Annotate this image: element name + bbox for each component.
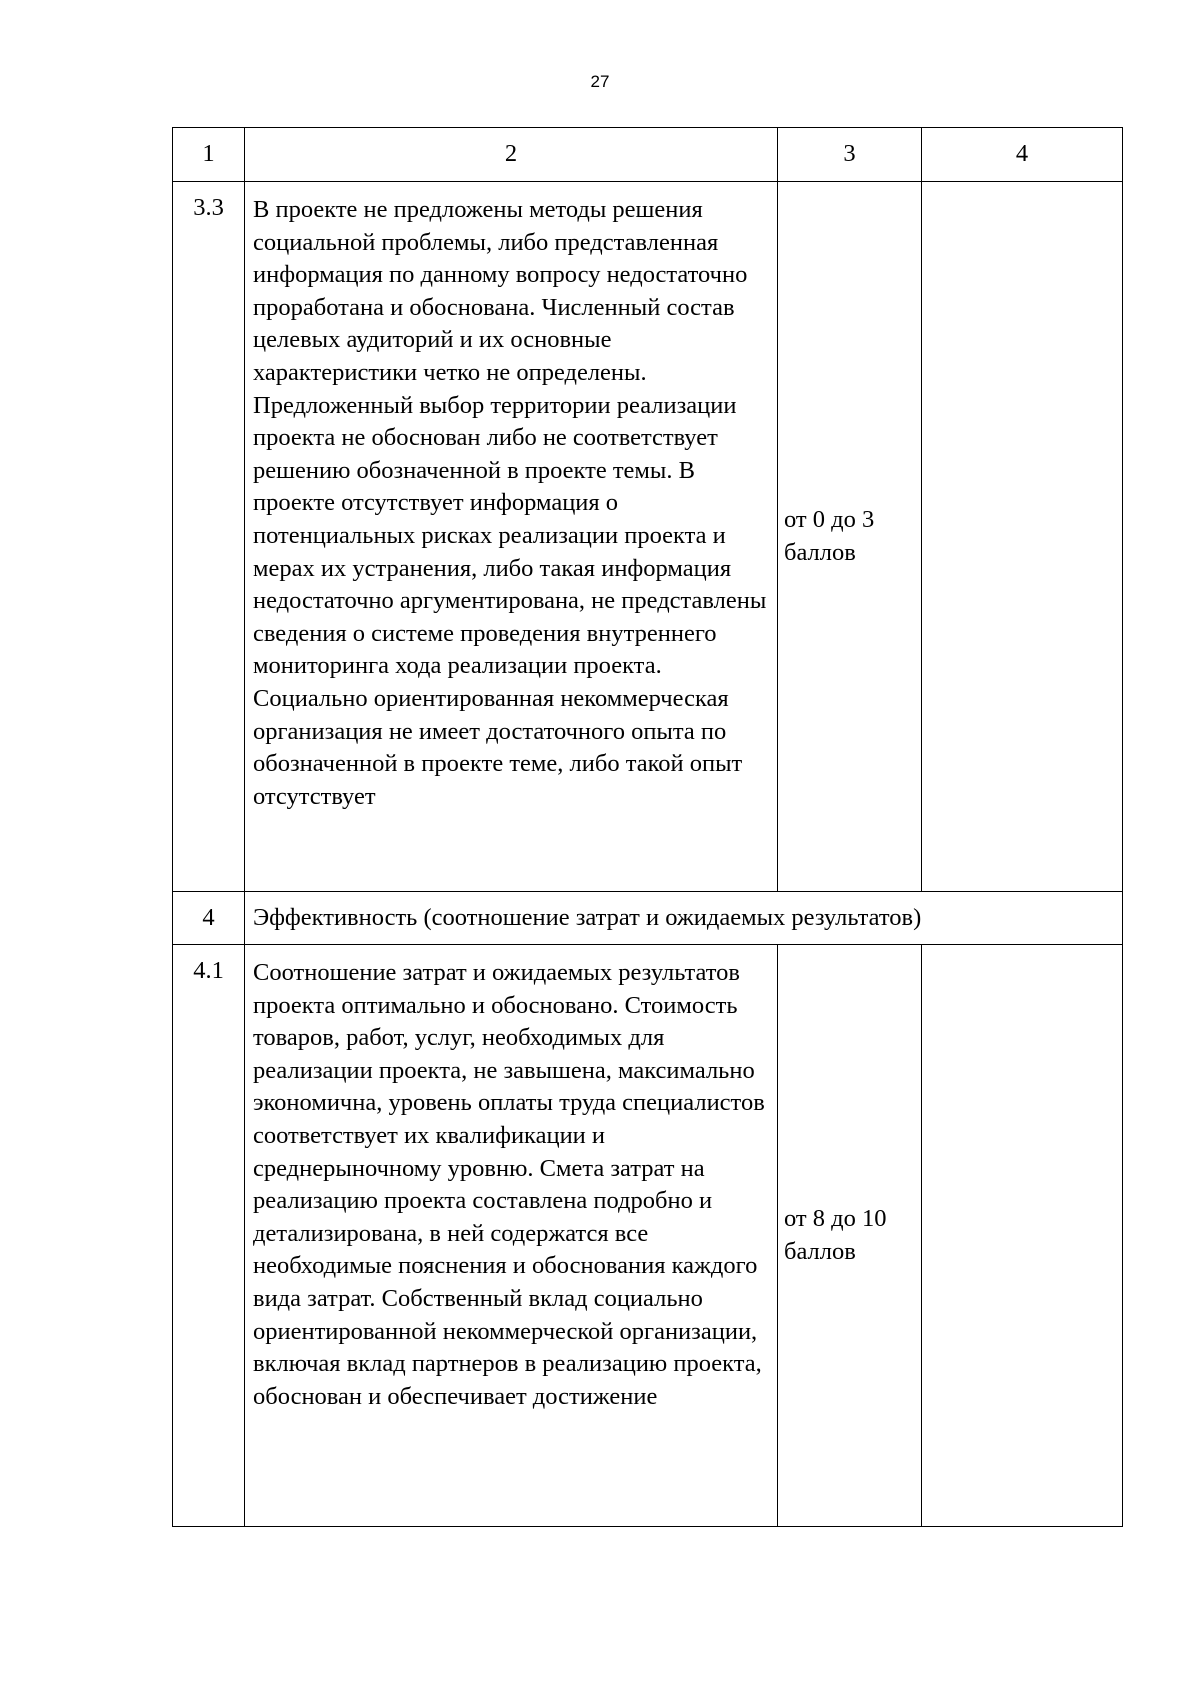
table-header-row	[173, 128, 1123, 182]
score-range: от 0 до 3 баллов	[778, 182, 922, 892]
section-row-4	[173, 892, 1123, 945]
empty-cell	[922, 182, 1123, 892]
row-number: 4.1	[173, 945, 245, 1527]
criterion-description	[245, 182, 778, 892]
header-cell-3: 3	[778, 128, 922, 182]
criterion-description: Соотношение затрат и ожидаемых результатов проекта оптимально и обосновано. Стоимость товаров, работ, услуг, необходимых для реализации проекта, не завышена, максимально экономична, уровень оплаты труда специалистов соответствует их квалификации и среднерыночному уровню. Смета затрат на реализацию проекта составлена подробно и детализирована, в ней содержатся все необходимые пояснения и обоснования каждого вида затрат. Собственный вклад социально ориентированной некоммерческой организации, включая вклад партнеров в реализацию проекта, обоснован и обеспечивает достижение	[245, 945, 778, 1527]
section-number: 4	[173, 892, 245, 945]
header-cell-2: 2	[245, 128, 778, 182]
empty-cell	[922, 945, 1123, 1527]
evaluation-criteria-table	[172, 127, 1123, 1527]
criterion-paragraph: В проекте не предложены методы решения социальной проблемы, либо представленная информация по данному вопросу недостаточно проработана и обоснована. Численный состав целевых аудиторий и их основные характеристики четко не определены. Предложенный выбор территории реализации проекта не обоснован либо не соответствует решению обозначенной в проекте темы. В проекте отсутствует информация о потенциальных рисках реализации проекта и мерах их устранения, либо такая информация недостаточно аргументирована, не представлены сведения о системе проведения внутреннего мониторинга хода реализации проекта.	[253, 196, 767, 680]
table-row-3-3	[173, 182, 1123, 892]
table-row-4-1	[173, 945, 1123, 1527]
header-cell-1: 1	[173, 128, 245, 182]
section-title: Эффективность (соотношение затрат и ожидаемых результатов)	[245, 892, 1123, 945]
row-number: 3.3	[173, 182, 245, 892]
header-cell-4: 4	[922, 128, 1123, 182]
score-range: от 8 до 10 баллов	[778, 945, 922, 1527]
criterion-paragraph: Социально ориентированная некоммерческая организация не имеет достаточного опыта по обозначенной в проекте теме, либо такой опыт отсутствует	[253, 684, 743, 810]
page-number: 27	[590, 72, 610, 91]
